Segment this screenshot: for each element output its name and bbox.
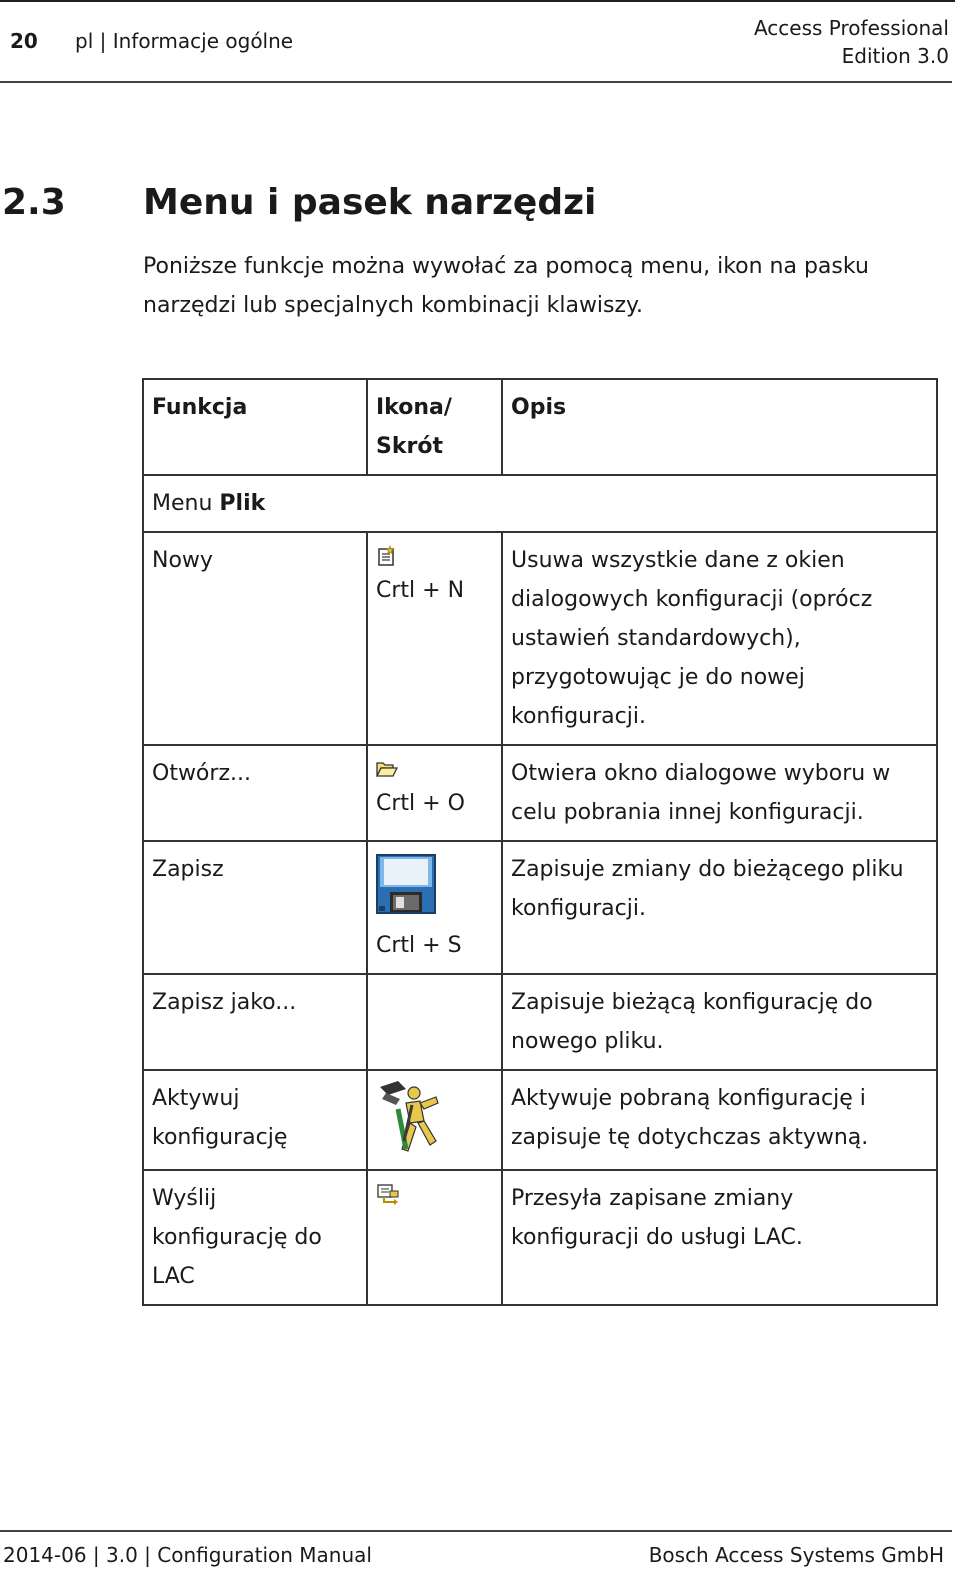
table-header-row [143,379,937,475]
row-shortcut: Crtl + S [376,933,462,958]
activate-figure-icon[interactable] [376,1079,444,1153]
table-row [143,745,937,841]
row-icon-cell [367,974,502,1070]
footer-left: 2014-06 | 3.0 | Configuration Manual [3,1543,372,1567]
header-top-rule [0,0,955,2]
open-folder-icon[interactable] [376,760,398,778]
product-name: Access Professional [753,16,949,40]
send-config-icon[interactable] [376,1183,400,1205]
header-function: Funkcja [143,379,367,475]
group-row [143,475,937,532]
header-product [754,14,949,70]
footer-rule [0,1530,952,1532]
table-row [143,1170,937,1305]
row-description: Zapisuje zmiany do bieżącego pliku konfiguracji. [502,841,937,974]
row-description: Przesyła zapisane zmiany konfiguracji do usługi LAC. [502,1170,937,1305]
row-icon-cell [367,745,502,841]
page-number: 20 [10,29,38,53]
row-shortcut: Crtl + O [376,791,465,816]
row-shortcut: Crtl + N [376,578,465,603]
function-table [142,378,938,1306]
new-config-icon[interactable] [376,545,398,567]
row-icon-cell [367,1070,502,1170]
header-icon-label: Ikona/ Skrót [376,395,452,459]
section-number: 2.3 [2,182,66,223]
row-function: Aktywuj konfigurację [143,1070,367,1170]
section-intro: Poniższe funkcje można wywołać za pomocą menu, ikon na pasku narzędzi lub specjalnych kombinacji klawiszy. [143,254,869,318]
row-description: Otwiera okno dialogowe wyboru w celu pobrania innej konfiguracji. [502,745,937,841]
row-function: Zapisz jako... [143,974,367,1070]
section-title: Menu i pasek narzędzi [143,182,597,223]
group-label [143,475,937,532]
row-description: Zapisuje bieżącą konfigurację do nowego pliku. [502,974,937,1070]
header-rule [0,81,952,83]
row-function: Nowy [143,532,367,745]
header-icon [367,379,502,475]
row-icon-cell [367,841,502,974]
footer-right: Bosch Access Systems GmbH [648,1543,944,1567]
row-function: Zapisz [143,841,367,974]
group-name: Plik [219,491,266,516]
row-icon-cell [367,1170,502,1305]
header-description: Opis [502,379,937,475]
row-function: Wyślij konfigurację do LAC [143,1170,367,1305]
header-section: pl | Informacje ogólne [75,29,294,53]
product-edition: Edition 3.0 [841,44,949,68]
row-description: Aktywuje pobraną konfigurację i zapisuje tę dotychczas aktywną. [502,1070,937,1170]
table-row [143,1070,937,1170]
row-icon-cell [367,532,502,745]
table-row [143,532,937,745]
group-prefix: Menu [152,491,213,516]
row-function: Otwórz... [143,745,367,841]
table-row [143,974,937,1070]
row-description: Usuwa wszystkie dane z okien dialogowych konfiguracji (oprócz ustawień standardowych), przygotowując je do nowej konfiguracji. [502,532,937,745]
floppy-disk-icon[interactable] [376,854,436,914]
table-row [143,841,937,974]
